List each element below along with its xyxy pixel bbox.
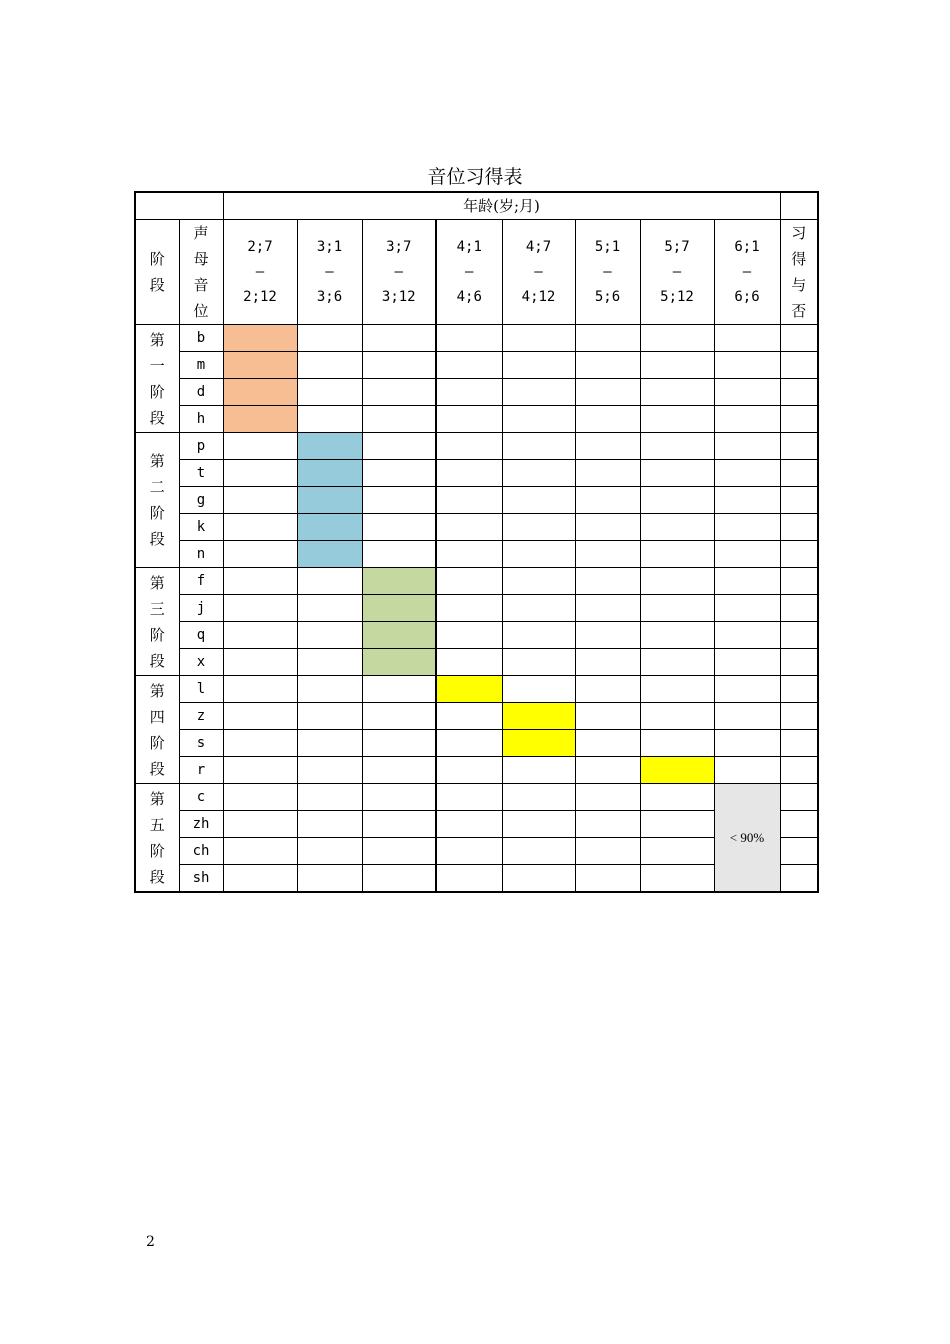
age-cell	[575, 568, 640, 595]
acquired-cell	[780, 676, 818, 703]
age-cell	[436, 325, 502, 352]
age-cell	[575, 379, 640, 406]
age-cell	[223, 865, 297, 893]
age-cell	[575, 595, 640, 622]
age-cell	[502, 325, 575, 352]
age-cell	[436, 460, 502, 487]
phoneme-cell: r	[179, 757, 223, 784]
age-cell	[502, 784, 575, 811]
acquired-cell	[780, 703, 818, 730]
age-cell	[297, 811, 362, 838]
age-cell	[640, 595, 714, 622]
age-cell	[436, 352, 502, 379]
age-cell	[297, 568, 362, 595]
acquired-cell	[780, 568, 818, 595]
phoneme-cell: s	[179, 730, 223, 757]
phoneme-cell: m	[179, 352, 223, 379]
age-cell	[297, 595, 362, 622]
age-cell	[575, 865, 640, 893]
age-cell	[502, 433, 575, 460]
age-cell	[436, 568, 502, 595]
age-cell	[714, 379, 780, 406]
age-cell	[502, 811, 575, 838]
table-row	[135, 325, 818, 352]
age-range-header: 6;1 – 6;6	[714, 220, 780, 325]
age-cell	[714, 433, 780, 460]
phoneme-cell: c	[179, 784, 223, 811]
age-cell	[223, 757, 297, 784]
age-cell	[575, 622, 640, 649]
acquired-age-cell	[362, 568, 436, 595]
age-cell	[223, 811, 297, 838]
phoneme-cell: d	[179, 379, 223, 406]
table-row	[135, 757, 818, 784]
age-cell	[640, 406, 714, 433]
acquired-age-cell	[223, 352, 297, 379]
phoneme-cell: z	[179, 703, 223, 730]
age-cell	[714, 703, 780, 730]
table-row	[135, 487, 818, 514]
phoneme-cell: h	[179, 406, 223, 433]
phoneme-cell: sh	[179, 865, 223, 893]
age-cell	[714, 406, 780, 433]
age-cell	[575, 676, 640, 703]
acquired-cell	[780, 541, 818, 568]
age-range-header: 4;1 – 4;6	[436, 220, 502, 325]
age-cell	[575, 514, 640, 541]
phoneme-cell: k	[179, 514, 223, 541]
acquired-age-cell	[502, 730, 575, 757]
acquired-age-cell	[223, 379, 297, 406]
acquired-cell	[780, 730, 818, 757]
age-cell	[362, 676, 436, 703]
age-cell	[362, 865, 436, 893]
age-cell	[362, 757, 436, 784]
age-cell	[436, 541, 502, 568]
acquired-age-cell	[297, 433, 362, 460]
age-cell	[362, 460, 436, 487]
age-cell	[362, 784, 436, 811]
age-cell	[436, 379, 502, 406]
age-cell	[502, 352, 575, 379]
age-cell	[297, 838, 362, 865]
table-row	[135, 352, 818, 379]
age-cell	[575, 325, 640, 352]
age-cell	[640, 514, 714, 541]
age-cell	[502, 568, 575, 595]
age-cell	[223, 460, 297, 487]
age-cell	[640, 730, 714, 757]
age-range-header: 2;7 – 2;12	[223, 220, 297, 325]
age-cell	[297, 730, 362, 757]
age-cell	[640, 352, 714, 379]
acquired-age-cell	[362, 649, 436, 676]
age-cell	[575, 811, 640, 838]
age-cell	[362, 352, 436, 379]
age-cell	[640, 703, 714, 730]
age-cell	[223, 622, 297, 649]
acquired-age-cell	[223, 325, 297, 352]
stage-header: 阶 段	[135, 220, 179, 325]
stage-label: 第 五 阶 段	[135, 784, 179, 893]
age-cell	[436, 838, 502, 865]
acquired-cell	[780, 757, 818, 784]
age-cell	[502, 649, 575, 676]
age-cell	[640, 784, 714, 811]
age-cell	[502, 757, 575, 784]
age-cell	[714, 757, 780, 784]
age-cell	[223, 487, 297, 514]
table-row	[135, 595, 818, 622]
age-cell	[640, 811, 714, 838]
table-row	[135, 649, 818, 676]
age-cell	[223, 433, 297, 460]
age-cell	[297, 352, 362, 379]
age-cell	[502, 595, 575, 622]
acquired-age-cell	[297, 460, 362, 487]
age-cell	[436, 622, 502, 649]
age-cell	[223, 838, 297, 865]
age-range-header: 5;7 – 5;12	[640, 220, 714, 325]
age-header: 年龄(岁;月)	[223, 192, 780, 220]
age-cell	[714, 352, 780, 379]
age-cell	[640, 622, 714, 649]
stage-label: 第 二 阶 段	[135, 433, 179, 568]
acquired-age-cell	[223, 406, 297, 433]
acquired-age-cell	[362, 622, 436, 649]
table-row	[135, 676, 818, 703]
table-title: 音位习得表	[427, 166, 523, 188]
age-range-header: 3;7 – 3;12	[362, 220, 436, 325]
acquired-cell	[780, 595, 818, 622]
page-number: 2	[146, 1234, 155, 1250]
age-cell	[436, 406, 502, 433]
age-cell	[502, 676, 575, 703]
corner-cell	[135, 192, 223, 220]
table-row	[135, 460, 818, 487]
age-cell	[436, 757, 502, 784]
age-cell	[502, 379, 575, 406]
table-row	[135, 379, 818, 406]
age-cell	[575, 757, 640, 784]
table-row	[135, 622, 818, 649]
age-cell	[714, 730, 780, 757]
age-cell	[297, 865, 362, 893]
age-range-header: 3;1 – 3;6	[297, 220, 362, 325]
table-row	[135, 568, 818, 595]
age-range-header: 5;1 – 5;6	[575, 220, 640, 325]
age-cell	[223, 703, 297, 730]
acquired-header: 习 得 与 否	[780, 220, 818, 325]
age-cell	[362, 487, 436, 514]
acquired-cell	[780, 514, 818, 541]
age-cell	[436, 784, 502, 811]
age-cell	[640, 676, 714, 703]
age-cell	[640, 649, 714, 676]
phoneme-cell: l	[179, 676, 223, 703]
stage-label: 第 四 阶 段	[135, 676, 179, 784]
age-cell	[436, 487, 502, 514]
age-cell	[297, 784, 362, 811]
acquired-age-cell	[362, 595, 436, 622]
age-cell	[502, 460, 575, 487]
age-cell	[575, 541, 640, 568]
acquired-cell	[780, 433, 818, 460]
age-cell	[714, 676, 780, 703]
age-cell	[223, 676, 297, 703]
age-cell	[223, 514, 297, 541]
acquired-age-cell	[502, 703, 575, 730]
age-cell	[436, 730, 502, 757]
age-cell	[714, 595, 780, 622]
age-cell	[223, 649, 297, 676]
age-cell	[297, 703, 362, 730]
age-cell	[223, 730, 297, 757]
age-cell	[436, 703, 502, 730]
age-cell	[575, 352, 640, 379]
age-cell	[297, 325, 362, 352]
age-cell	[714, 487, 780, 514]
age-cell	[362, 541, 436, 568]
age-cell	[575, 838, 640, 865]
age-cell	[436, 433, 502, 460]
age-cell	[575, 406, 640, 433]
stage5-note-cell: < 90%	[714, 784, 780, 893]
acquired-cell	[780, 487, 818, 514]
phoneme-cell: f	[179, 568, 223, 595]
age-cell	[502, 487, 575, 514]
age-cell	[362, 406, 436, 433]
table-row	[135, 406, 818, 433]
age-cell	[436, 811, 502, 838]
table-row	[135, 703, 818, 730]
age-cell	[714, 514, 780, 541]
acquired-age-cell	[297, 541, 362, 568]
acquired-cell	[780, 325, 818, 352]
age-cell	[502, 541, 575, 568]
age-range-header: 4;7 – 4;12	[502, 220, 575, 325]
phoneme-cell: q	[179, 622, 223, 649]
age-cell	[640, 379, 714, 406]
acquired-age-cell	[436, 676, 502, 703]
age-cell	[223, 784, 297, 811]
age-cell	[502, 622, 575, 649]
phoneme-cell: g	[179, 487, 223, 514]
age-cell	[297, 757, 362, 784]
age-cell	[714, 622, 780, 649]
age-cell	[436, 865, 502, 893]
phoneme-cell: n	[179, 541, 223, 568]
phoneme-cell: p	[179, 433, 223, 460]
acquired-cell	[780, 460, 818, 487]
age-cell	[362, 514, 436, 541]
phoneme-cell: b	[179, 325, 223, 352]
acquired-cell	[780, 649, 818, 676]
phoneme-cell: x	[179, 649, 223, 676]
age-cell	[223, 595, 297, 622]
age-cell	[714, 568, 780, 595]
phoneme-cell: t	[179, 460, 223, 487]
age-cell	[575, 784, 640, 811]
age-cell	[575, 460, 640, 487]
phoneme-cell: zh	[179, 811, 223, 838]
table-row	[135, 730, 818, 757]
age-cell	[640, 865, 714, 893]
age-cell	[436, 514, 502, 541]
stage-label: 第 三 阶 段	[135, 568, 179, 676]
phoneme-header: 声 母 音 位	[179, 220, 223, 325]
age-cell	[640, 325, 714, 352]
acquired-cell	[780, 622, 818, 649]
age-cell	[714, 325, 780, 352]
age-cell	[714, 460, 780, 487]
phoneme-cell: j	[179, 595, 223, 622]
age-cell	[436, 649, 502, 676]
age-cell	[640, 838, 714, 865]
acquired-corner	[780, 192, 818, 220]
age-cell	[502, 514, 575, 541]
age-cell	[362, 730, 436, 757]
age-cell	[297, 622, 362, 649]
acquired-cell	[780, 811, 818, 838]
age-cell	[223, 541, 297, 568]
acquired-cell	[780, 865, 818, 893]
age-cell	[575, 433, 640, 460]
age-cell	[362, 379, 436, 406]
stage-label: 第 一 阶 段	[135, 325, 179, 433]
age-cell	[362, 703, 436, 730]
acquired-cell	[780, 379, 818, 406]
age-cell	[575, 487, 640, 514]
age-cell	[362, 325, 436, 352]
age-cell	[575, 730, 640, 757]
phoneme-cell: ch	[179, 838, 223, 865]
acquired-cell	[780, 838, 818, 865]
acquired-cell	[780, 352, 818, 379]
phoneme-acquisition-table	[134, 191, 819, 893]
age-cell	[502, 838, 575, 865]
acquired-cell	[780, 406, 818, 433]
table-row	[135, 784, 818, 811]
age-cell	[640, 487, 714, 514]
age-cell	[297, 379, 362, 406]
age-cell	[714, 649, 780, 676]
age-cell	[640, 541, 714, 568]
age-cell	[502, 865, 575, 893]
age-cell	[640, 433, 714, 460]
age-cell	[223, 568, 297, 595]
table-row	[135, 514, 818, 541]
acquired-age-cell	[297, 487, 362, 514]
age-cell	[575, 649, 640, 676]
age-cell	[362, 433, 436, 460]
age-cell	[575, 703, 640, 730]
age-cell	[297, 676, 362, 703]
age-cell	[297, 649, 362, 676]
age-cell	[362, 811, 436, 838]
acquired-age-cell	[297, 514, 362, 541]
table-row	[135, 541, 818, 568]
age-cell	[502, 406, 575, 433]
acquired-age-cell	[640, 757, 714, 784]
age-cell	[297, 406, 362, 433]
acquired-cell	[780, 784, 818, 811]
age-cell	[436, 595, 502, 622]
age-cell	[640, 460, 714, 487]
age-cell	[362, 838, 436, 865]
age-cell	[714, 541, 780, 568]
age-cell	[640, 568, 714, 595]
table-row	[135, 433, 818, 460]
